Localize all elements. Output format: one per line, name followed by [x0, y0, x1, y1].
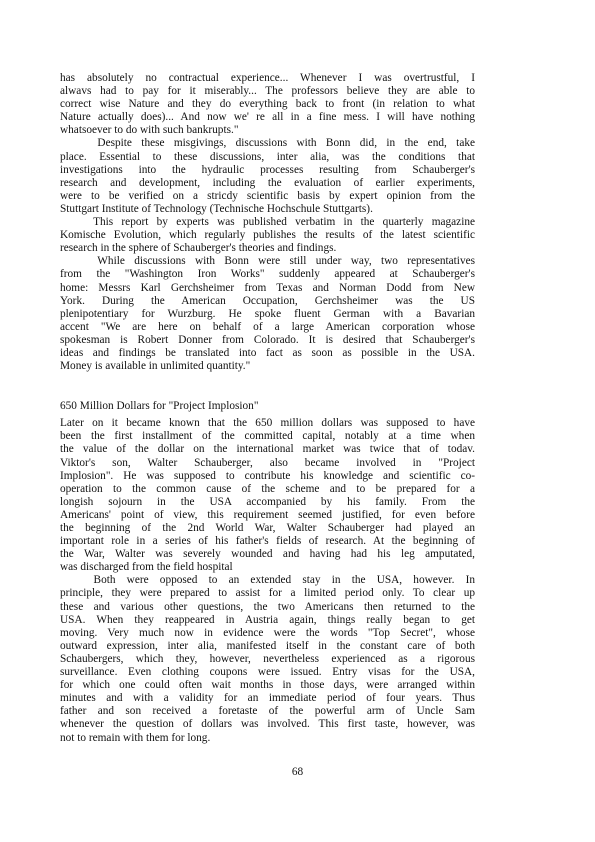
text-line: Money is available in unlimited quantity.": [60, 360, 251, 373]
text-line: whatsoever to do with such bankrupts.": [60, 124, 239, 137]
text-line: research in the sphere of Schauberger's theories and findings.: [60, 242, 337, 255]
text-line: research and development, including the evaluation of earlier experiments,: [60, 176, 475, 189]
text-line: outward expression, inter alia, manifested itself in the constant care of both: [60, 639, 475, 652]
text-line: York. During the American Occupation, Gerchsheimer was the US: [60, 294, 475, 307]
text-line: longish sojourn in the USA accompanied by his family. From the: [60, 495, 475, 508]
text-line: This report by experts was published verbatim in the quarterly magazine: [60, 216, 475, 229]
text-line: been the first installment of the committed capital, notably at a time when: [60, 430, 475, 443]
text-line: Nature actually does)... And now we' re all in a fine mess. I will have nothing: [60, 111, 475, 124]
text-line: Komische Evolution, which regularly publishes the results of the latest scientific: [60, 229, 475, 242]
text-line: Despite these misgivings, discussions with Bonn did, in the end, take: [60, 137, 475, 150]
section-heading: 650 Million Dollars for "Project Implosion": [60, 400, 259, 413]
text-line: investigations into the hydraulic processes resulting from Schauberger's: [60, 163, 475, 176]
paragraph-p5: [60, 417, 475, 574]
text-line: place. Essential to these discussions, inter alia, was the conditions that: [60, 150, 475, 163]
text-line: While discussions with Bonn were still under way, two representatives: [60, 255, 475, 268]
text-line: from the "Washington Iron Works" suddenly appeared at Schauberger's: [60, 268, 475, 281]
text-line: moving. Very much now in evidence were the words "Top Secret", whose: [60, 626, 475, 639]
text-line: alwavs had to pay for it miserably... The professors believe they are able to: [60, 85, 475, 98]
text-line: Viktor's son, Walter Schauberger, also became involved in "Project: [60, 456, 475, 469]
text-line: the value of the dollar on the international market was twice that of todav.: [60, 443, 475, 456]
text-line: surveillance. Even clothing coupons were issued. Entry visas for the USA,: [60, 666, 475, 679]
text-line: correct wise Nature and they do everything back to front (in relation to what: [60, 98, 475, 111]
text-line: Schaubergers, which they, however, nevertheless experienced as a rigorous: [60, 652, 475, 665]
paragraph-p6: [60, 574, 475, 744]
text-line: not to remain with them for long.: [60, 731, 211, 744]
text-line: Implosion". He was supposed to contribute his knowledge and scientific co-: [60, 469, 475, 482]
paragraph-p3: [60, 216, 475, 255]
text-line: father and son received a foretaste of the powerful arm of Uncle Sam: [60, 705, 475, 718]
document-page: [60, 72, 475, 745]
text-line: home: Messrs Karl Gerchsheimer from Texas and Norman Dodd from New: [60, 281, 475, 294]
text-line: whenever the question of dollars was involved. This first taste, however, was: [60, 718, 475, 731]
text-line: has absolutely no contractual experience... Whenever I was overtrustful, I: [60, 72, 475, 84]
text-line: Later on it became known that the 650 million dollars was supposed to have: [60, 417, 475, 430]
text-line: for which one could often wait months in those days, were arranged within: [60, 679, 475, 692]
text-line: Americans' point of view, this requirement seemed justified, for even before: [60, 508, 475, 521]
text-line: the War, Walter was severely wounded and having had his leg amputated,: [60, 548, 475, 561]
paragraph-p4: [60, 255, 475, 373]
text-line: minutes and with a validity for an immediate period of four years. Thus: [60, 692, 475, 705]
text-line: ideas and findings be translated into fact as soon as possible in the USA.: [60, 346, 475, 359]
text-line: principle, they were prepared to assist for a limited period only. To clear up: [60, 587, 475, 600]
paragraph-p2: [60, 137, 475, 216]
text-line: was discharged from the field hospital: [60, 561, 233, 574]
text-line: important role in a series of his father's fields of research. At the beginning of: [60, 535, 475, 548]
text-line: Stuttgart Institute of Technology (Technische Hochschule Stuttgarts).: [60, 202, 373, 215]
text-line: spokesman is Robert Donner from Colorado. It is desired that Schauberger's: [60, 333, 475, 346]
text-line: Both were opposed to an extended stay in the USA, however. In: [60, 574, 475, 587]
text-line: the beginning of the 2nd World War, Walter Schauberger had played an: [60, 522, 475, 534]
page-number: 68: [291, 766, 304, 778]
text-line: USA. When they reappeared in Austria again, things really began to get: [60, 613, 475, 626]
text-line: plenipotentiary for Wurzburg. He spoke fluent German with a Bavarian: [60, 307, 475, 320]
paragraph-p1: [60, 72, 475, 137]
text-line: accent "We are here on behalf of a large American corporation whose: [60, 320, 475, 333]
text-line: were to be verified on a stricdy scientific basis by expert opinion from the: [60, 189, 475, 202]
text-line: these and various other questions, the two Americans then returned to the: [60, 600, 475, 613]
text-line: operation to the common cause of the scheme and to be prepared for a: [60, 482, 475, 495]
